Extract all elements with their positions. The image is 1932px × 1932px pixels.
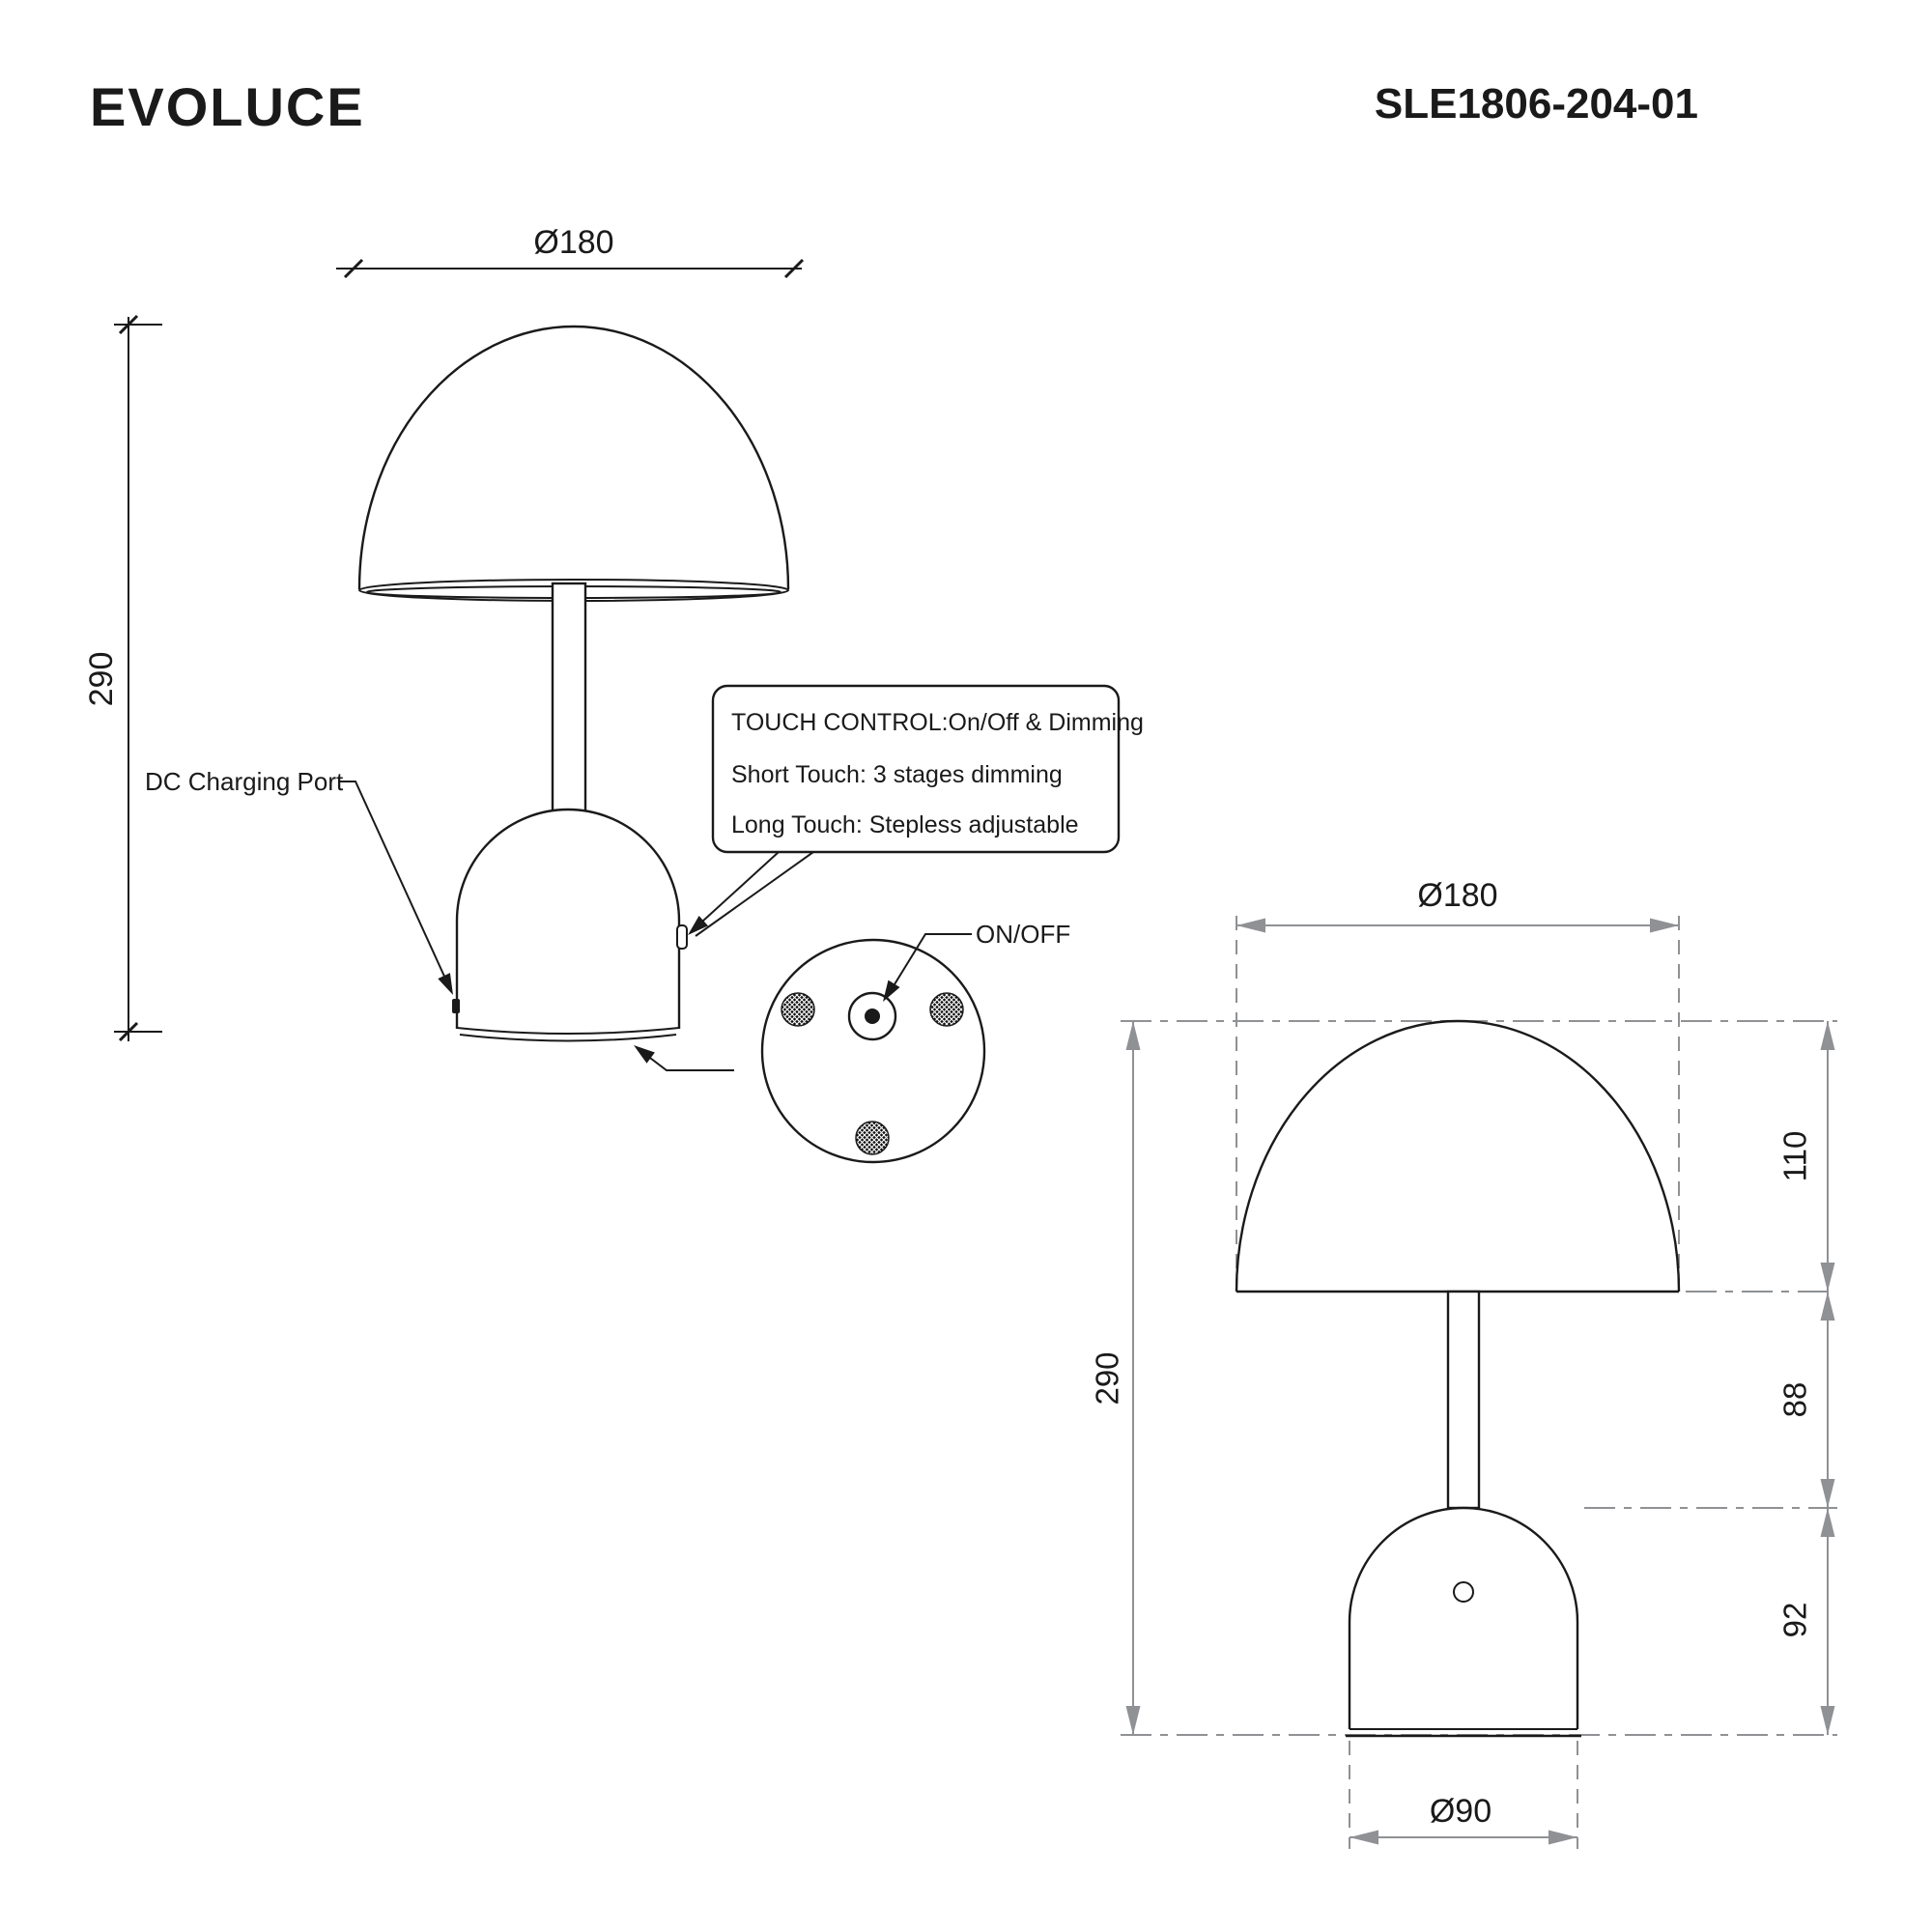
bottom-pad-bottom	[856, 1122, 889, 1154]
bottom-view	[634, 920, 1070, 1162]
touch-control-line1: TOUCH CONTROL:On/Off & Dimming	[731, 709, 1144, 736]
base-rim-leader-arrow	[634, 1045, 655, 1064]
model-number: SLE1806-204-01	[1374, 80, 1698, 128]
bottom-onoff-dot	[865, 1009, 880, 1024]
dc-port-label: DC Charging Port	[145, 767, 344, 796]
side-stem	[1448, 1292, 1479, 1508]
side-dim-diameter-text: Ø180	[1417, 877, 1498, 914]
touch-control-line3: Long Touch: Stepless adjustable	[731, 811, 1079, 838]
front-body-base-line	[460, 1035, 676, 1041]
side-touch-button	[1454, 1582, 1473, 1602]
touch-control-line2: Short Touch: 3 stages dimming	[731, 761, 1063, 788]
dc-port-leader-arrow	[438, 973, 453, 995]
front-dim-height	[83, 316, 162, 1041]
onoff-callout	[883, 920, 1070, 1002]
side-dim-base-diameter-text: Ø90	[1429, 1793, 1492, 1830]
side-dim-diameter-shade	[1236, 877, 1679, 1292]
side-body	[1350, 1508, 1577, 1729]
front-stem	[553, 583, 585, 811]
base-rim-leader	[634, 1045, 734, 1070]
side-dim-base-diameter	[1350, 1741, 1577, 1849]
side-dim-stack	[1777, 1021, 1828, 1735]
side-dim-total-height	[1090, 1021, 1133, 1735]
onoff-leader-arrow	[883, 980, 900, 1002]
side-dim-stem-height-text: 88	[1776, 1381, 1813, 1418]
side-dim-base-height-text: 92	[1776, 1602, 1813, 1638]
front-dim-diameter-text: Ø180	[533, 224, 614, 261]
brand-logo: EVOLUCE	[90, 76, 365, 137]
front-touch-button	[677, 925, 687, 949]
side-shade-dome	[1236, 1021, 1679, 1292]
front-dim-diameter-shade	[336, 224, 803, 277]
front-dc-port	[452, 999, 460, 1013]
side-view	[1090, 877, 1837, 1849]
dc-port-callout	[145, 767, 453, 995]
touch-control-callout	[688, 686, 1144, 936]
front-shade-dome	[359, 327, 788, 589]
front-body	[457, 810, 679, 1029]
bottom-pad-left	[781, 993, 814, 1026]
front-dim-height-text: 290	[82, 651, 120, 707]
bottom-pad-right	[930, 993, 963, 1026]
onoff-label: ON/OFF	[976, 920, 1071, 949]
side-dim-total-height-text: 290	[1089, 1351, 1125, 1406]
side-dim-shade-height-text: 110	[1776, 1130, 1813, 1182]
